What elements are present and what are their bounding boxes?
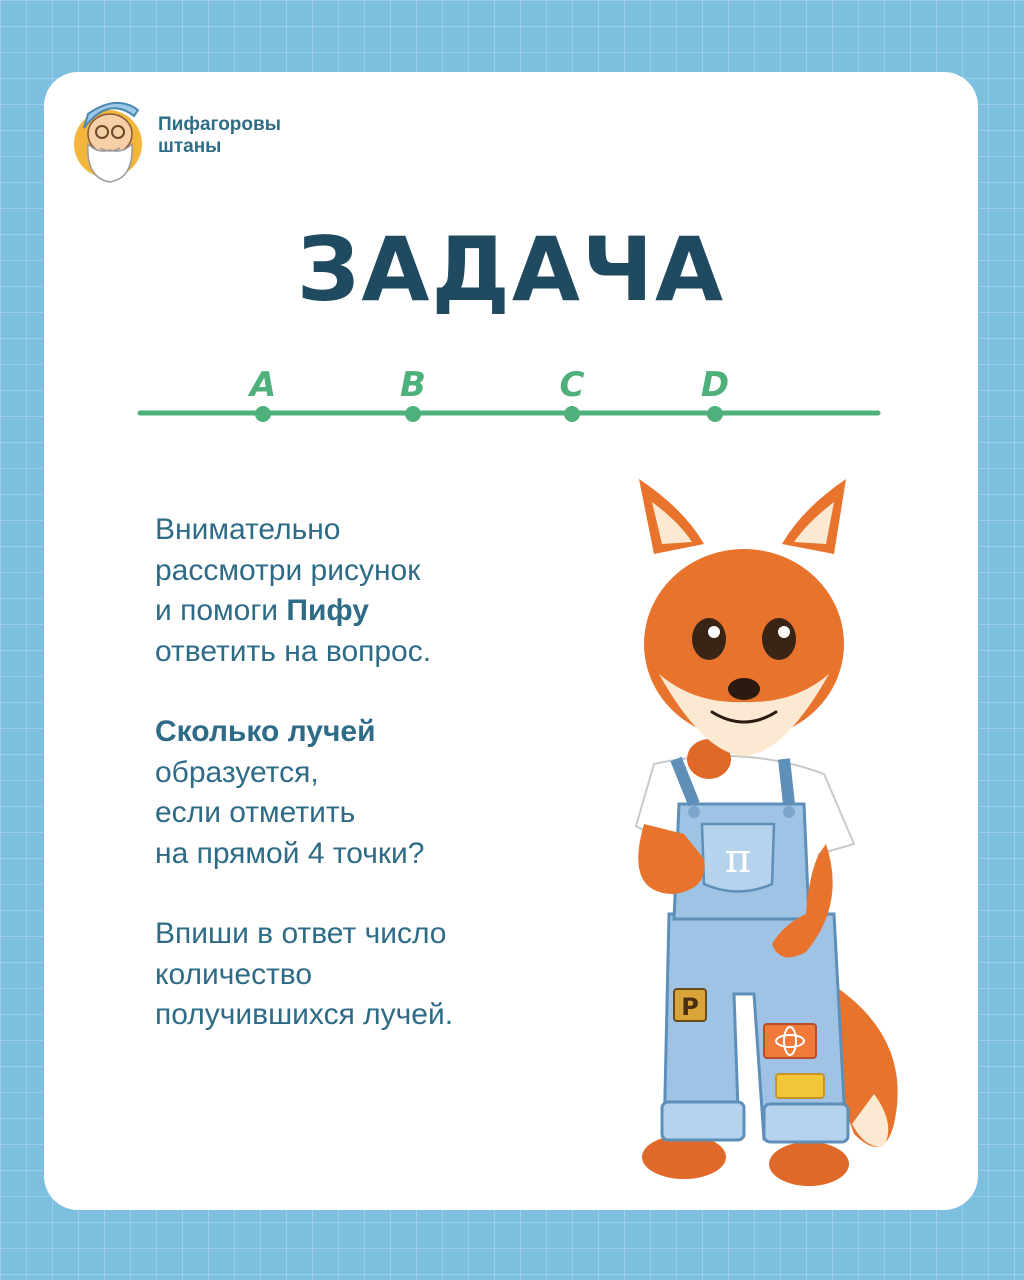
points-line-diagram <box>44 352 978 422</box>
brand-name-line1: Пифагоровы <box>158 114 281 135</box>
text-line: образуется, <box>155 755 319 789</box>
highlight-name: Пифу <box>286 594 369 627</box>
point-b <box>405 406 421 422</box>
text-line: количество <box>155 957 313 991</box>
point-label-a: A <box>249 365 277 405</box>
pythagoras-avatar-icon <box>72 88 152 188</box>
text-line: получившихся лучей. <box>155 998 454 1031</box>
task-card <box>44 72 978 1210</box>
brand-name-line2: штаны <box>158 136 222 157</box>
patch-letter: P <box>681 993 699 1021</box>
point-label-b: B <box>400 365 426 405</box>
point-label-d: D <box>700 365 730 405</box>
brand-logo <box>72 88 312 188</box>
question-highlight: Сколько лучей <box>155 715 376 748</box>
point-label-c: C <box>559 365 585 405</box>
fox-mascot-icon <box>584 474 904 1194</box>
point-c <box>564 406 580 422</box>
paragraph-instruction <box>155 914 575 1036</box>
task-text <box>155 510 575 1076</box>
text-line: ответить на вопрос. <box>155 634 432 668</box>
paragraph-intro <box>155 510 575 672</box>
yellow-patch <box>776 1074 824 1098</box>
paragraph-question <box>155 712 575 874</box>
point-a <box>255 406 271 422</box>
text-line <box>155 591 575 632</box>
atom-patch-icon <box>764 1024 816 1058</box>
pi-symbol: π <box>724 836 752 882</box>
text-line: на прямой 4 точки? <box>155 836 425 870</box>
text-fragment: и помоги <box>155 594 287 627</box>
text-line: Внимательно <box>155 513 341 546</box>
text-line: Впиши в ответ число <box>155 917 447 950</box>
brand-name <box>158 114 328 158</box>
text-line: рассмотри рисунок <box>155 553 421 587</box>
page-title: ЗАДАЧА <box>296 218 726 321</box>
text-line: если отметить <box>155 796 356 829</box>
point-d <box>707 406 723 422</box>
